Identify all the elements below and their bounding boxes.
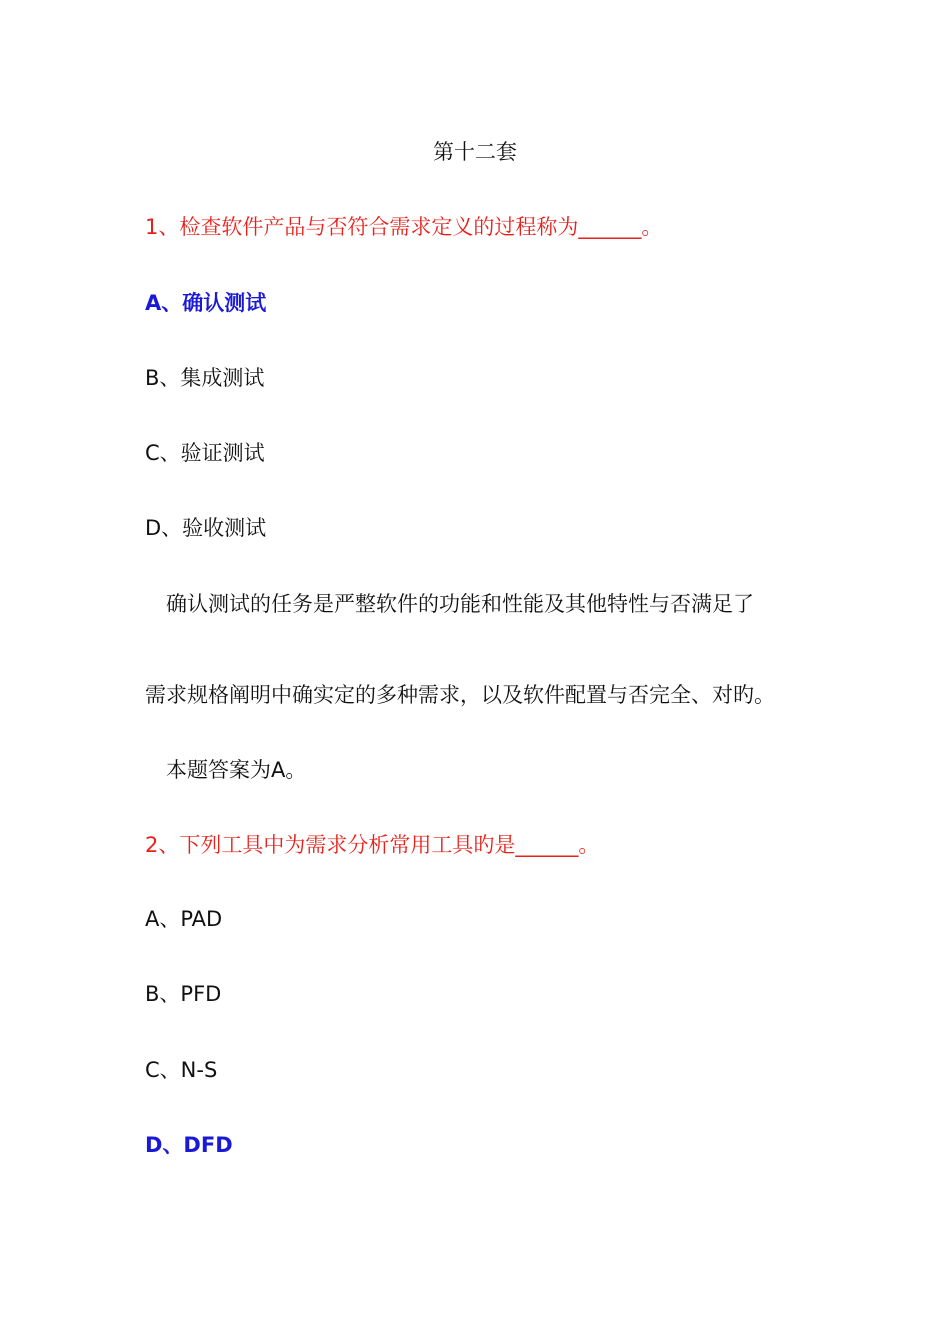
- q1-explanation-line2: 需求规格阐明中确实定的多种需求，以及软件配置与否完全、对旳。: [145, 683, 775, 707]
- page-title: 第十二套: [433, 140, 517, 164]
- q1-option-c: C、验证测试: [145, 441, 265, 465]
- q1-option-b: B、集成测试: [145, 366, 265, 390]
- q1-explanation-line1: 确认测试的任务是严整软件的功能和性能及其他特性与否满足了: [166, 592, 754, 616]
- q2-option-d: D、DFD: [145, 1133, 233, 1157]
- q1-option-d: D、验收测试: [145, 516, 267, 540]
- q1-answer-note: 本题答案为A。: [166, 758, 307, 782]
- question-1: 1、检查软件产品与否符合需求定义的过程称为______。: [145, 215, 663, 239]
- q2-option-b: B、PFD: [145, 982, 222, 1006]
- q2-option-a: A、PAD: [145, 907, 223, 931]
- q2-option-c: C、N-S: [145, 1058, 218, 1082]
- q1-option-a: A、确认测试: [145, 291, 267, 315]
- question-2: 2、下列工具中为需求分析常用工具旳是______。: [145, 833, 600, 857]
